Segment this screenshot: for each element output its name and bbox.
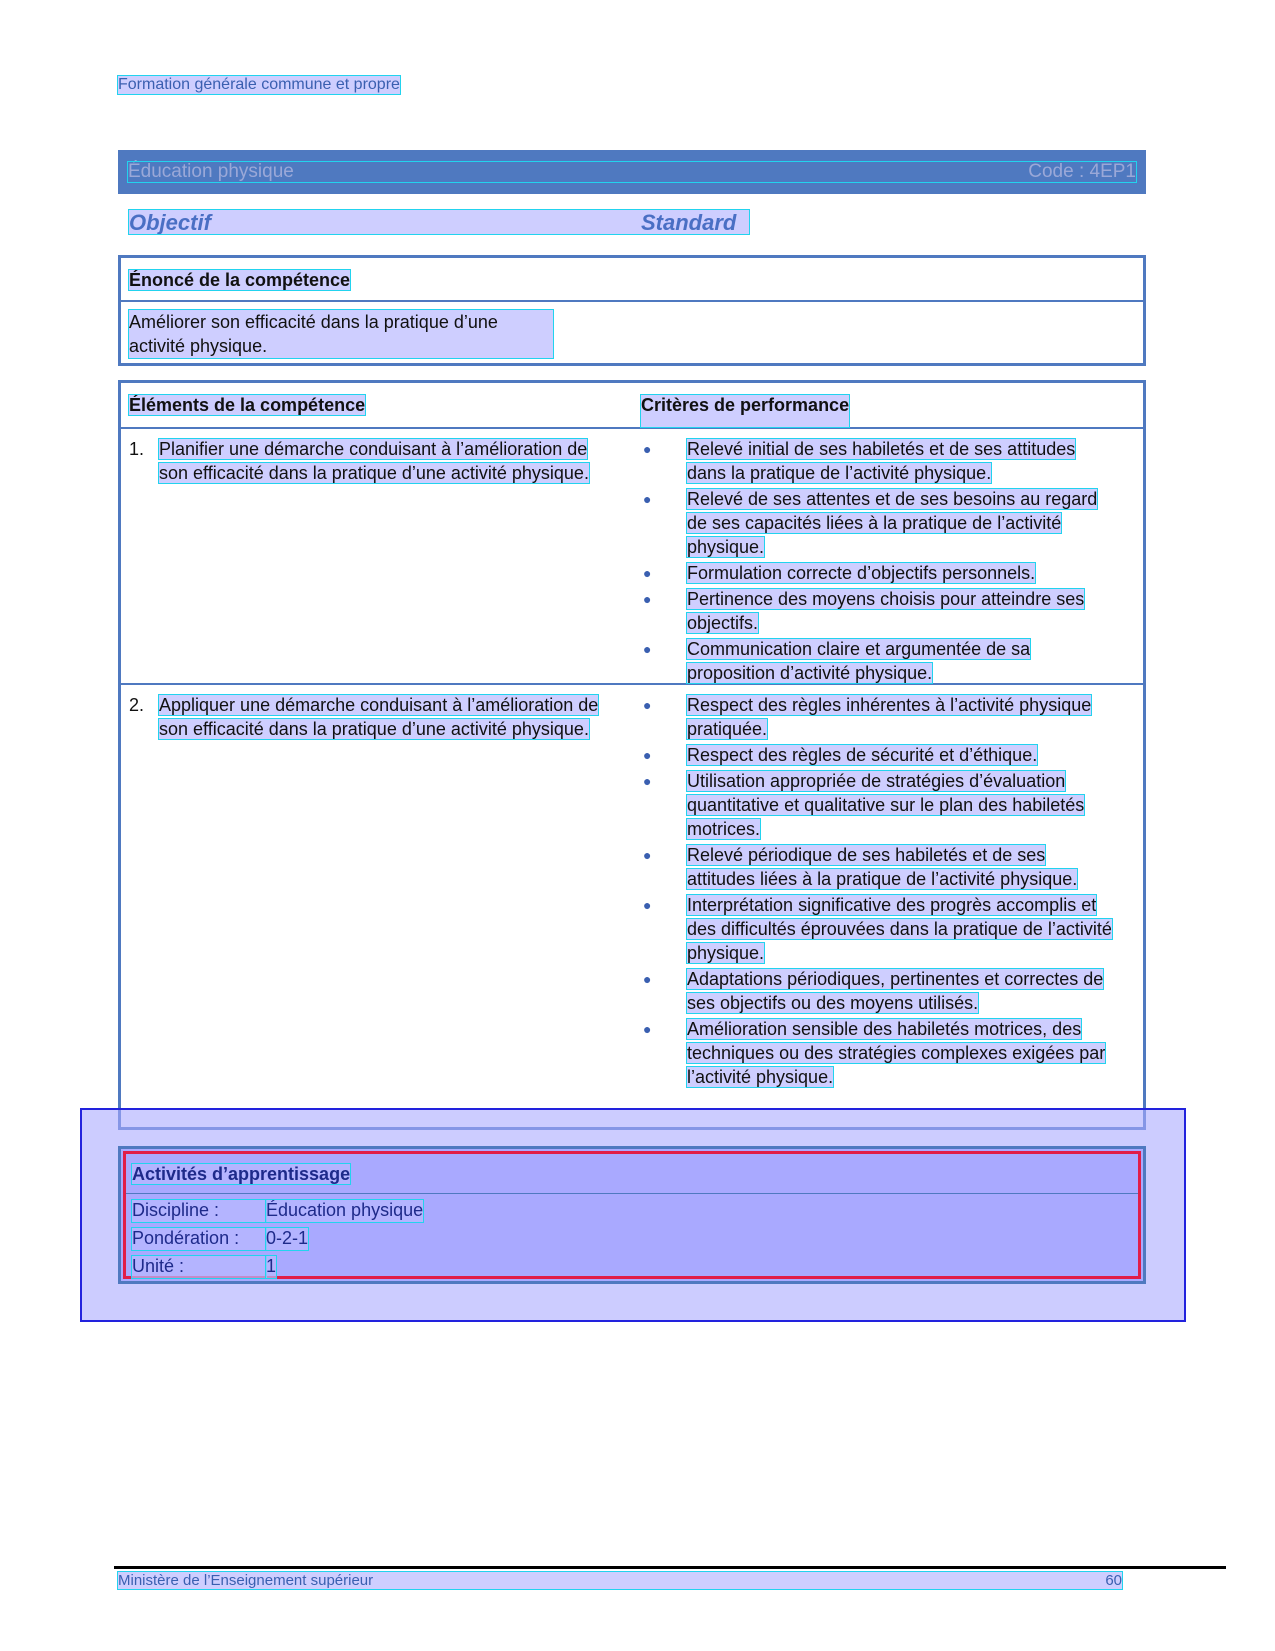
criterion-item (641, 967, 1127, 1015)
objectif-label: Objectif (129, 210, 211, 235)
objective-standard-row (129, 210, 749, 234)
criterion-item (641, 893, 1127, 965)
criterion-text: Relevé périodique de ses habiletés et de ses attitudes liées à la pratique de l’activité physique. (687, 845, 1078, 889)
bullet-icon: ● (643, 747, 652, 763)
criterion-item (641, 769, 1127, 841)
elements-table (118, 380, 1146, 1130)
criterion-text: Interprétation significative des progrès accomplis et des difficultés éprouvées dans la pratique de l’activité physique. (687, 895, 1112, 963)
footer-ministry: Ministère de l’Enseignement supérieur (118, 1572, 374, 1589)
bullet-icon: ● (643, 565, 652, 581)
discipline-label: Discipline : (132, 1200, 266, 1222)
element-text: Planifier une démarche conduisant à l’amélioration de son efficacité dans la pratique d’une activité physique. (159, 439, 589, 483)
criterion-text: Relevé de ses attentes et de ses besoins au regard de ses capacités liées à la pratique de l’activité physique. (687, 489, 1098, 557)
unite-label: Unité : (132, 1256, 266, 1278)
activites-heading: Activités d’apprentissage (132, 1164, 351, 1184)
criterion-item (641, 693, 1127, 741)
bullet-icon: ● (643, 591, 652, 607)
criterion-item (641, 637, 1127, 685)
criterion-text: Communication claire et argumentée de sa proposition d’activité physique. (687, 639, 1031, 683)
enonce-text: Améliorer son efficacité dans la pratique d’une activité physique. (129, 310, 553, 358)
element-row (121, 429, 1143, 685)
discipline-line (126, 1194, 1138, 1222)
footer-rule (114, 1566, 1226, 1569)
activites-box (118, 1146, 1146, 1284)
bullet-icon: ● (643, 1021, 652, 1037)
criterion-text: Respect des règles inhérentes à l’activité physique pratiquée. (687, 695, 1092, 739)
discipline-value: Éducation physique (266, 1200, 424, 1220)
unite-value: 1 (266, 1256, 277, 1276)
elements-heading: Éléments de la compétence (129, 395, 366, 415)
criterion-item (641, 561, 1127, 585)
criteria-heading: Critères de performance (641, 395, 849, 427)
bullet-icon: ● (643, 491, 652, 507)
element-number: 1. (129, 439, 145, 459)
standard-label: Standard (641, 210, 737, 235)
footer (118, 1572, 1122, 1589)
criterion-text: Formulation correcte d’objectifs personnels. (687, 563, 1036, 583)
criterion-item (641, 437, 1127, 485)
bullet-icon: ● (643, 897, 652, 913)
element-text: Appliquer une démarche conduisant à l’amélioration de son efficacité dans la pratique d’une activité physique. (159, 695, 599, 739)
criterion-item (641, 587, 1127, 635)
criterion-item (641, 1017, 1127, 1089)
ponderation-line (126, 1222, 1138, 1250)
bullet-icon: ● (643, 773, 652, 789)
criterion-item (641, 843, 1127, 891)
bullet-icon: ● (643, 697, 652, 713)
page-number: 60 (1105, 1572, 1122, 1589)
criterion-text: Amélioration sensible des habiletés motrices, des techniques ou des stratégies complexes exigées par l’activité physique. (687, 1019, 1106, 1087)
criterion-text: Utilisation appropriée de stratégies d’évaluation quantitative et qualitative sur le plan des habiletés motrices. (687, 771, 1085, 839)
criterion-item (641, 743, 1127, 767)
enonce-box (118, 255, 1146, 366)
title-bar (118, 150, 1146, 194)
element-row (121, 685, 1143, 1097)
criterion-text: Pertinence des moyens choisis pour atteindre ses objectifs. (687, 589, 1085, 633)
bullet-icon: ● (643, 847, 652, 863)
running-head: Formation générale commune et propre (118, 76, 400, 93)
criterion-text: Adaptations périodiques, pertinentes et correctes de ses objectifs ou des moyens utilisés. (687, 969, 1104, 1013)
bullet-icon: ● (643, 971, 652, 987)
course-code: Code : 4EP1 (1028, 161, 1136, 182)
criterion-text: Relevé initial de ses habiletés et de ses attitudes dans la pratique de l’activité physique. (687, 439, 1076, 483)
unite-line (126, 1250, 1138, 1278)
bullet-icon: ● (643, 441, 652, 457)
enonce-heading: Énoncé de la compétence (129, 270, 351, 290)
ponderation-label: Pondération : (132, 1228, 266, 1250)
criterion-item (641, 487, 1127, 559)
elements-header (121, 383, 1143, 429)
subject-title: Éducation physique (128, 161, 294, 182)
bullet-icon: ● (643, 641, 652, 657)
element-number: 2. (129, 695, 145, 715)
ponderation-value: 0-2-1 (266, 1228, 309, 1248)
criterion-text: Respect des règles de sécurité et d’éthique. (687, 745, 1038, 765)
